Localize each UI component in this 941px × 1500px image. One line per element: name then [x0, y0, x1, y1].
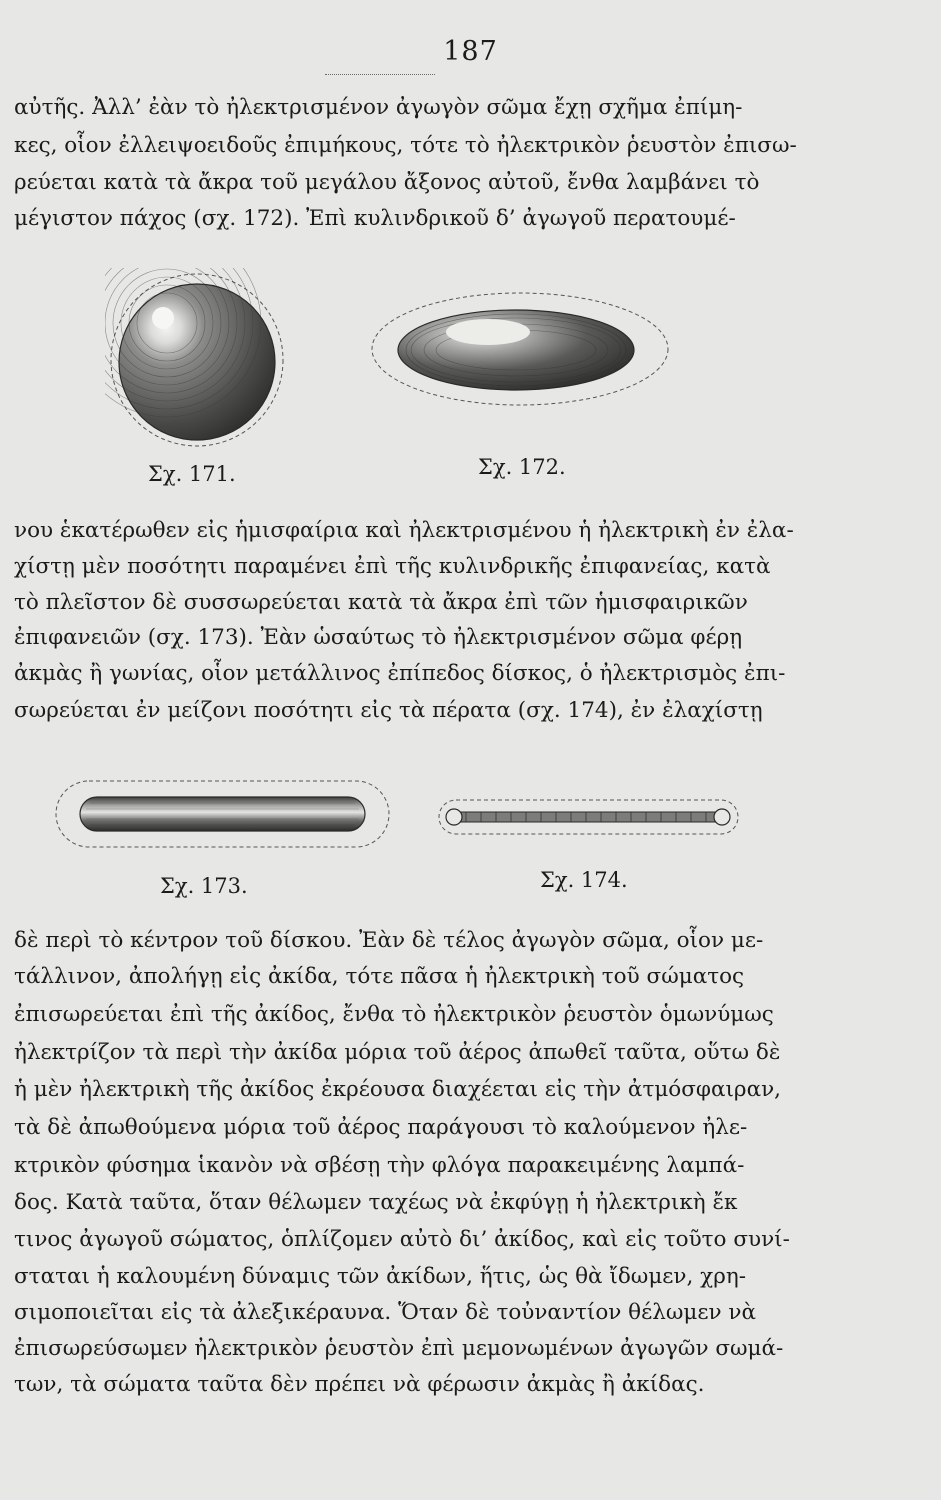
page-number-rule: [325, 74, 435, 75]
text-line: τὸ πλεῖστον δὲ συσσωρεύεται κατὰ τὰ ἄκρα ἐπὶ τῶν ἡμισφαιρικῶν: [14, 590, 748, 615]
text-line: τάλλινον, ἀπολήγῃ εἰς ἀκίδα, τότε πᾶσα ἡ ἠλεκτρικὴ τοῦ σώματος: [14, 964, 745, 989]
text-line: ἐπιφανειῶν (σχ. 173). Ἐὰν ὡσαύτως τὸ ἠλεκτρισμένον σῶμα φέρῃ: [14, 625, 743, 650]
text-line: ρεύεται κατὰ τὰ ἄκρα τοῦ μεγάλου ἄξονος αὐτοῦ, ἔνθα λαμβάνει τὸ: [14, 170, 760, 195]
figure-174-disc: [436, 795, 741, 840]
text-line: τινος ἀγωγοῦ σώματος, ὁπλίζομεν αὐτὸ δι’ ἀκίδος, καὶ εἰς τοῦτο συνί-: [14, 1227, 790, 1252]
text-line: αὐτῆς. Ἀλλ’ ἐὰν τὸ ἠλεκτρισμένον ἀγωγὸν σῶμα ἔχῃ σχῆμα ἐπίμη-: [14, 95, 743, 120]
figure-171-sphere: [105, 268, 290, 453]
text-line: δος. Κατὰ ταῦτα, ὅταν θέλωμεν ταχέως νὰ ἐκφύγῃ ἡ ἠλεκτρικὴ ἔκ: [14, 1190, 738, 1215]
text-line: χίστῃ μὲν ποσότητι παραμένει ἐπὶ τῆς κυλινδρικῆς ἐπιφανείας, κατὰ: [14, 554, 771, 579]
text-line: ἠλεκτρίζον τὰ περὶ τὴν ἀκίδα μόρια τοῦ ἀέρος ἀπωθεῖ ταῦτα, οὕτω δὲ: [14, 1040, 781, 1065]
figure-172-ellipsoid: [368, 288, 673, 410]
text-line: δὲ περὶ τὸ κέντρον τοῦ δίσκου. Ἐὰν δὲ τέλος ἀγωγὸν σῶμα, οἷον με-: [14, 928, 764, 953]
text-line: σταται ἡ καλουμένη δύναμις τῶν ἀκίδων, ἥτις, ὡς θὰ ἴδωμεν, χρη-: [14, 1264, 746, 1289]
text-line: νου ἑκατέρωθεν εἰς ἡμισφαίρια καὶ ἠλεκτρισμένου ἡ ἠλεκτρικὴ ἐν ἐλα-: [14, 518, 794, 543]
text-line: σιμοποιεῖται εἰς τὰ ἀλεξικέραυνα. Ὅταν δὲ τοὐναντίον θέλωμεν νὰ: [14, 1300, 757, 1325]
figure-171-caption: Σχ. 171.: [148, 462, 236, 486]
page-number: 187: [443, 36, 498, 67]
text-line: ἡ μὲν ἠλεκτρικὴ τῆς ἀκίδος ἐκρέουσα διαχέεται εἰς τὴν ἀτμόσφαιραν,: [14, 1077, 781, 1102]
text-line: των, τὰ σώματα ταῦτα δὲν πρέπει νὰ φέρωσιν ἀκμὰς ἢ ἀκίδας.: [14, 1372, 705, 1397]
text-line: κτρικὸν φύσημα ἱκανὸν νὰ σβέσῃ τὴν φλόγα παρακειμένης λαμπά-: [14, 1153, 745, 1178]
figure-172-caption: Σχ. 172.: [478, 455, 566, 479]
figure-174-caption: Σχ. 174.: [540, 868, 628, 892]
figure-173-caption: Σχ. 173.: [160, 874, 248, 898]
figure-173-cylinder: [50, 775, 395, 855]
text-line: τὰ δὲ ἀπωθούμενα μόρια τοῦ ἀέρος παράγουσι τὸ καλούμενον ἠλε-: [14, 1115, 748, 1140]
text-line: ἀκμὰς ἢ γωνίας, οἷον μετάλλινος ἐπίπεδος δίσκος, ὁ ἠλεκτρισμὸς ἐπι-: [14, 661, 786, 686]
text-line: ἐπισωρεύσωμεν ἠλεκτρικὸν ῥευστὸν ἐπὶ μεμονωμένων ἀγωγῶν σωμά-: [14, 1336, 784, 1361]
text-line: μέγιστον πάχος (σχ. 172). Ἐπὶ κυλινδρικοῦ δ’ ἀγωγοῦ περατουμέ-: [14, 206, 736, 231]
text-line: ἐπισωρεύεται ἐπὶ τῆς ἀκίδος, ἔνθα τὸ ἠλεκτρικὸν ῥευστὸν ὁμωνύμως: [14, 1002, 774, 1027]
text-line: κες, οἷον ἐλλειψοειδοῦς ἐπιμήκους, τότε τὸ ἠλεκτρικὸν ῥευστὸν ἐπισω-: [14, 133, 797, 158]
text-line: σωρεύεται ἐν μείζονι ποσότητι εἰς τὰ πέρατα (σχ. 174), ἐν ἐλαχίστῃ: [14, 698, 763, 723]
